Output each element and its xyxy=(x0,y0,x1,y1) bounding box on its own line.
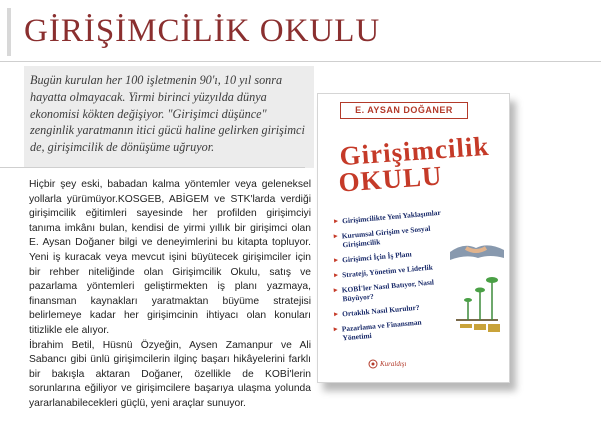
lead-text: Bugün kurulan her 100 işletmenin 90'ı, 10 yıl sonra hayatta olmayacak. Yirmi birinci yüzyılda dünya ekonomisi kökten değişiyor. "Girişimci düşünce" zenginlik yaratmanın itici gücü haline gelirken girişimci de, girişimcilik de dönüşüme uğruyor. xyxy=(30,73,305,155)
book-contents-list xyxy=(334,207,452,344)
title-bar xyxy=(0,0,601,62)
book-item: ▸ Strateji, Yönetim ve Liderlik xyxy=(334,261,452,280)
book-item: ▸ Pazarlama ve Finansman Yönetimi xyxy=(333,315,452,343)
book-item: ▸ KOBİ'ler Nasıl Batıyor, Nasıl Büyüyor? xyxy=(333,276,452,304)
article-paragraph-1: Hiçbir şey eski, babadan kalma yöntemler veya geleneksel yollarla yürümüyor.KOSGEB, ABİGEM ve STK'larda verdiği girişimcilik eğitimleri sayesinde her profilden girişimciyi tanıma imkânı bulan, kendisi de yirmi yıllık bir girişimci olan E. Aysan Doğaner bilgi ve deneyimlerini bu kitapta topluyor. Yeni iş kuracak veya mevcut işini büyütecek girişimciler için bir rehber niteliğinde olan Girişimcilik Okulu, satış ve pazarlama yöntemleri geliştirmekten iş planı yazmaya, finansman kaynakları yaratmaktan büyüme stratejisi belirlemeye kadar her girişimcinin ihtiyacı olan konuları titizlikle ele alıyor. xyxy=(29,179,311,336)
book-item: ▸ Girişimcilikte Yeni Yaklaşımlar xyxy=(334,207,452,226)
article-body xyxy=(29,178,311,412)
divider-line xyxy=(0,167,305,168)
book-cover xyxy=(317,93,510,383)
book-author: E. AYSAN DOĞANER xyxy=(340,102,468,119)
page-title: GİRİŞİMCİLİK OKULU xyxy=(24,13,381,49)
book-item: ▸ Kurumsal Girişim ve Sosyal Girişimcilik xyxy=(333,222,452,250)
book-illustration xyxy=(446,212,508,350)
book-title-line2: OKULU xyxy=(337,160,444,198)
article-paragraph-2: İbrahim Betil, Hüsnü Özyeğin, Aysen Zamanpur ve Ali Sabancı gibi ünlü girişimcilerin ilginç başarı hikâyelerini farklı bir bakışla aktaran Doğaner, özellikle de KOBİ'lerin sorunlarına eğiliyor ve girişimcilere başarıya ulaşma yolunda yararlanabilecekleri güçlü, yeni araçlar sunuyor. xyxy=(29,339,311,409)
book-item: ▸ Girişimci İçin İş Planı xyxy=(334,246,452,265)
book-item: ▸ Ortaklık Nasıl Kurulur? xyxy=(334,300,452,319)
book-title-line1: Girişimcilik xyxy=(338,130,491,172)
publisher-logo-icon xyxy=(368,359,378,369)
book-publisher: Kuraldışı xyxy=(380,360,407,368)
